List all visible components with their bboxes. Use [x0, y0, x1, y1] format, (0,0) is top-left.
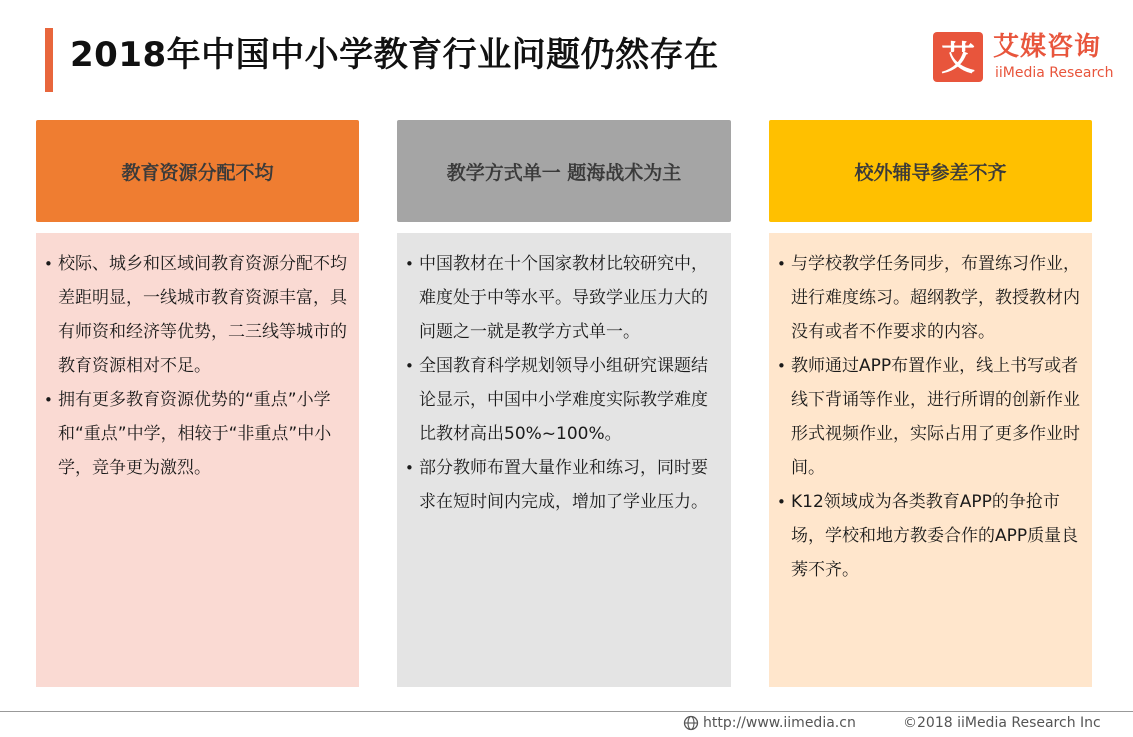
- column-body: [36, 233, 359, 687]
- bullet-item: • 拥有更多教育资源优势的“重点”小学和“重点”中学，相较于“非重点”中小学，竞争更为激烈。: [44, 383, 347, 485]
- logo-name-en: iiMedia Research: [995, 65, 1114, 81]
- iimedia-logo: [933, 32, 1123, 88]
- svg-text:艾: 艾: [941, 39, 975, 79]
- column-heading: 校外辅导参差不齐: [769, 120, 1092, 222]
- bullet-item: • 中国教材在十个国家教材比较研究中，难度处于中等水平。导致学业压力大的问题之一就是教学方式单一。: [405, 247, 719, 349]
- bullet-item: • 部分教师布置大量作业和练习，同时要求在短时间内完成，增加了学业压力。: [405, 451, 719, 519]
- column-tutoring-quality: [769, 120, 1092, 687]
- column-body: [769, 233, 1092, 687]
- footer-url-text[interactable]: http://www.iimedia.cn: [703, 715, 856, 731]
- logo-mark: [933, 32, 983, 82]
- bullet-item: • 全国教育科学规划领导小组研究课题结论显示，中国中小学难度实际教学难度比教材高出50%~100%。: [405, 349, 719, 451]
- footer-url[interactable]: [683, 713, 856, 733]
- bullet-item: • 校际、城乡和区域间教育资源分配不均差距明显，一线城市教育资源丰富，具有师资和经济等优势，二三线等城市的教育资源相对不足。: [44, 247, 347, 383]
- bullet-item: • K12领域成为各类教育APP的争抢市场，学校和地方教委合作的APP质量良莠不齐。: [777, 485, 1080, 587]
- globe-icon: [683, 715, 699, 731]
- column-heading: 教育资源分配不均: [36, 120, 359, 222]
- column-heading: 教学方式单一 题海战术为主: [397, 120, 731, 222]
- bullet-item: • 与学校教学任务同步，布置练习作业，进行难度练习。超纲教学，教授教材内没有或者不作要求的内容。: [777, 247, 1080, 349]
- page-title: 2018年中国中小学教育行业问题仍然存在: [70, 35, 719, 75]
- column-teaching-method: [397, 120, 731, 687]
- column-body: [397, 233, 731, 687]
- logo-name-cn: 艾媒咨询: [993, 32, 1102, 62]
- title-accent-bar: [45, 28, 53, 92]
- column-resource-allocation: [36, 120, 359, 687]
- footer-copyright: ©2018 iiMedia Research Inc: [903, 715, 1101, 731]
- bullet-item: • 教师通过APP布置作业，线上书写或者线下背诵等作业，进行所谓的创新作业形式视频作业，实际占用了更多作业时间。: [777, 349, 1080, 485]
- footer-divider: [0, 711, 1133, 712]
